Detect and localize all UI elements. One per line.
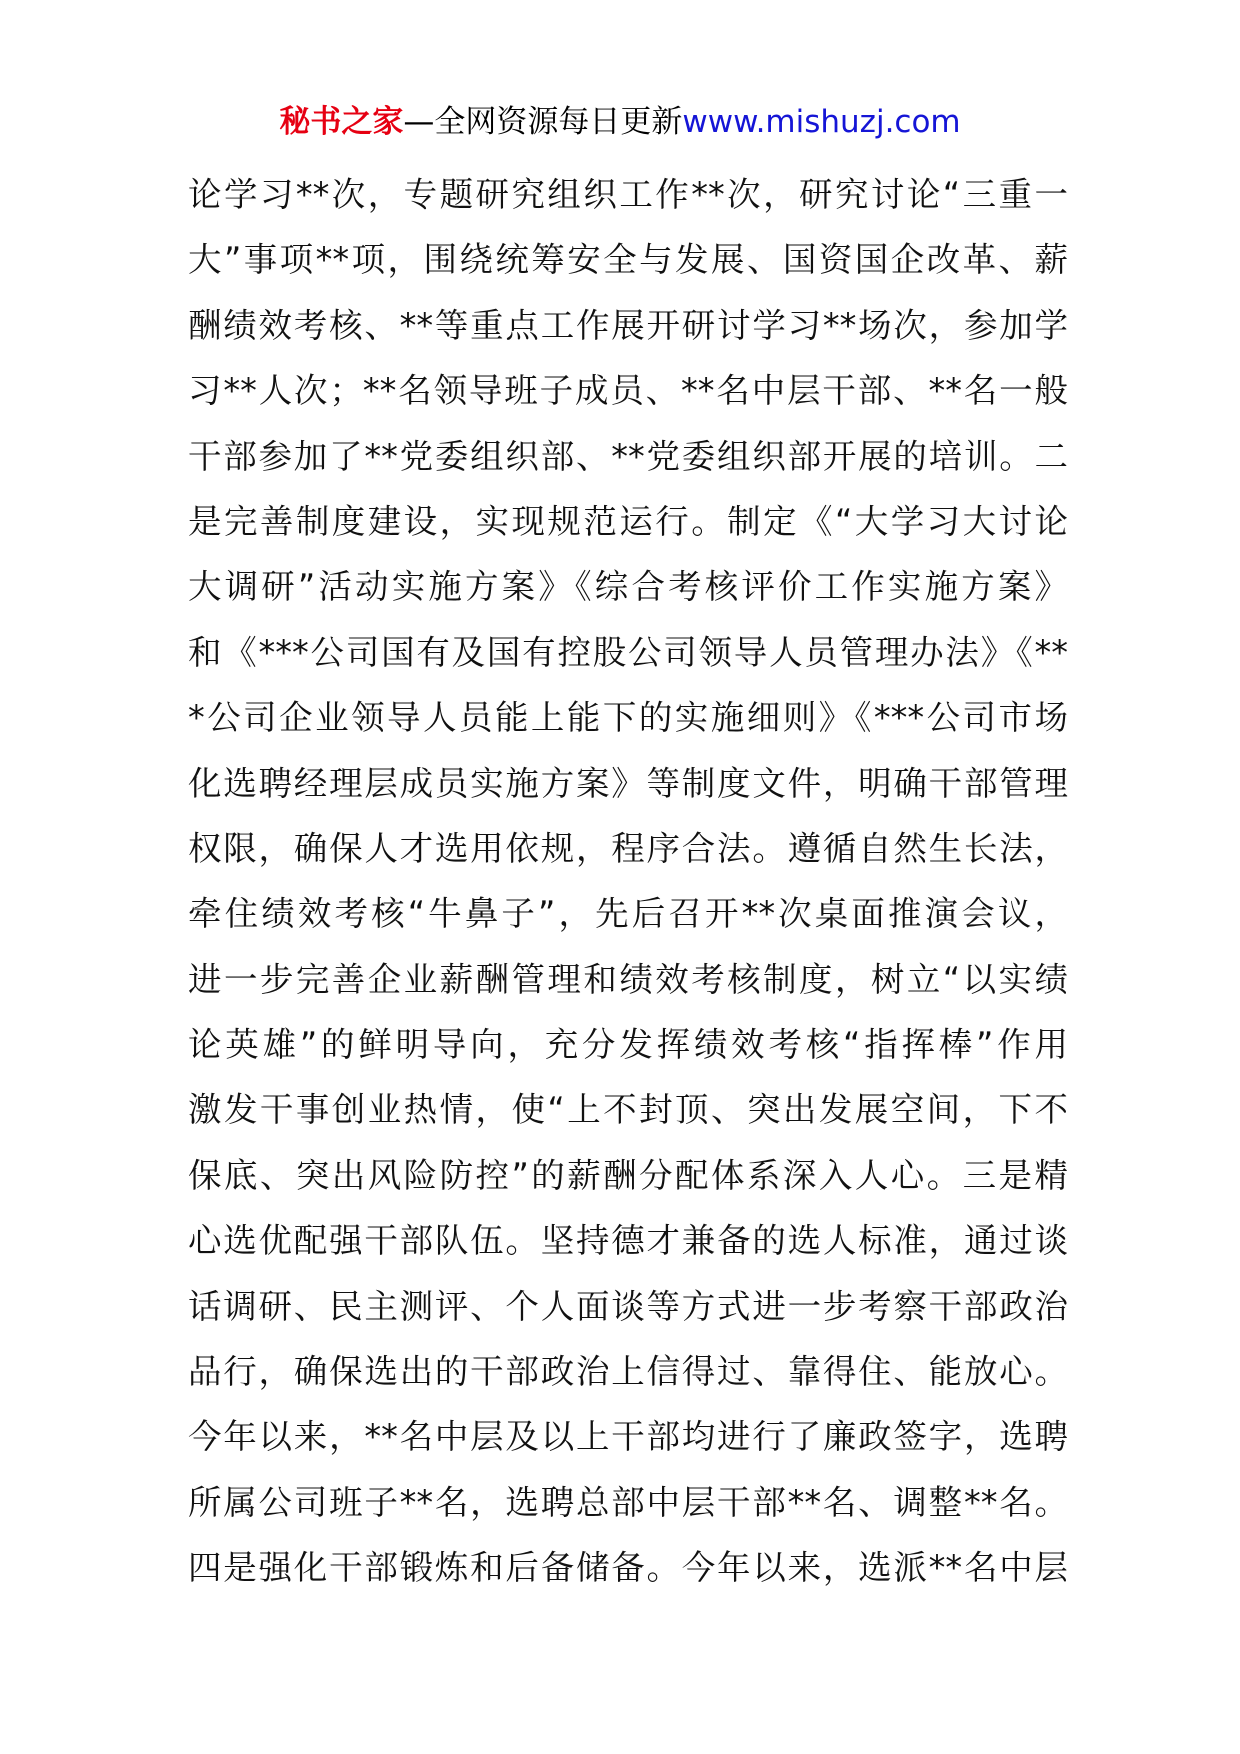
document-body	[188, 162, 1068, 1601]
text-line: 习**人次；**名领导班子成员、**名中层干部、**名一般	[188, 371, 1068, 411]
text-line: 品行，确保选出的干部政治上信得过、靠得住、能放心。	[188, 1352, 1068, 1392]
text-line: *公司企业领导人员能上能下的实施细则》《***公司市场	[188, 698, 1068, 738]
header-site-link[interactable]: www.mishuzj.com	[682, 104, 961, 140]
text-line: 牵住绩效考核“牛鼻子”，先后召开**次桌面推演会议，	[188, 894, 1068, 934]
text-line: 今年以来，**名中层及以上干部均进行了廉政签字，选聘	[188, 1417, 1068, 1457]
text-line: 话调研、民主测评、个人面谈等方式进一步考察干部政治	[188, 1286, 1068, 1326]
text-line: 是完善制度建设，实现规范运行。制定《“大学习大讨论	[188, 501, 1068, 541]
text-line: 大”事项**项，围绕统筹安全与发展、国资国企改革、薪	[188, 240, 1068, 280]
text-line: 所属公司班子**名，选聘总部中层干部**名、调整**名。	[188, 1482, 1068, 1522]
text-line: 进一步完善企业薪酬管理和绩效考核制度，树立“以实绩	[188, 959, 1068, 999]
header-slogan: —全网资源每日更新	[403, 104, 683, 140]
text-line: 大调研”活动实施方案》《综合考核评价工作实施方案》	[188, 567, 1068, 607]
text-line: 保底、突出风险防控”的薪酬分配体系深入人心。三是精	[188, 1155, 1068, 1195]
text-line: 四是强化干部锻炼和后备储备。今年以来，选派**名中层	[188, 1548, 1068, 1588]
text-line: 心选优配强干部队伍。坚持德才兼备的选人标准，通过谈	[188, 1221, 1068, 1261]
header-brand: 秘书之家	[279, 104, 404, 140]
text-line: 权限，确保人才选用依规，程序合法。遵循自然生长法，	[188, 828, 1068, 868]
text-line: 论英雄”的鲜明导向，充分发挥绩效考核“指挥棒”作用	[188, 1025, 1068, 1065]
text-line: 化选聘经理层成员实施方案》等制度文件，明确干部管理	[188, 763, 1068, 803]
text-line: 和《***公司国有及国有控股公司领导人员管理办法》《**	[188, 632, 1068, 672]
document-header	[0, 100, 1240, 144]
text-line: 酬绩效考核、**等重点工作展开研讨学习**场次，参加学	[188, 305, 1068, 345]
text-line: 论学习**次，专题研究组织工作**次，研究讨论“三重一	[188, 175, 1068, 214]
text-line: 激发干事创业热情，使“上不封顶、突出发展空间，下不	[188, 1090, 1068, 1130]
text-line: 干部参加了**党委组织部、**党委组织部开展的培训。二	[188, 436, 1068, 476]
